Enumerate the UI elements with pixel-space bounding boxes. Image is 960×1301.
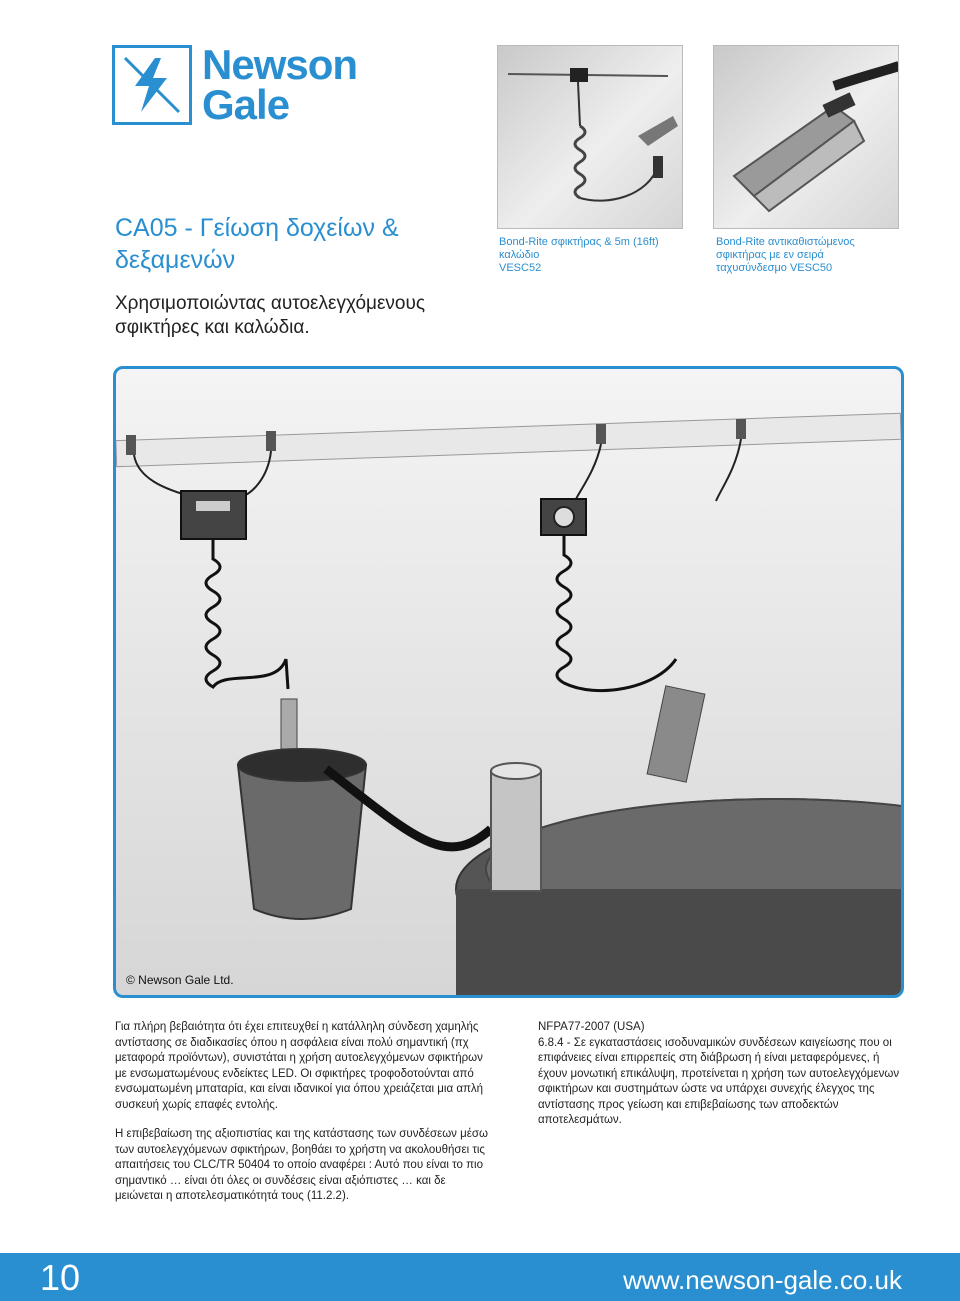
photo-caption-1: Bond-Rite σφικτήρας & 5m (16ft) καλώδιο VESC52	[499, 236, 659, 274]
page-subtitle: Χρησιμοποιώντας αυτοελεγχόμενους σφικτήρες και καλώδια.	[115, 293, 426, 338]
paragraph-3: 6.8.4 - Σε εγκαταστάσεις ισοδυναμικών συνδέσεων καιγείωσης που οι επιφάνειες είναι επιρρεπείς στη διάβρωση ή είναι μεταφερόμενες, ή έχουν μονωτική επικάλυψη, προτείνεται η χρήση των αυτοελεγχόμενων σφικτήρων και συστημάτων ώστε να υπάρχει συνεχής έλεγχος της αντίστασης προς γείωση και επιβεβαίωσης των αποδεκτών αποτελεσμάτων.	[538, 1036, 900, 1126]
body-column-right	[538, 1020, 908, 1129]
copyright-label: © Newson Gale Ltd.	[126, 973, 234, 987]
nfpa-heading: NFPA77-2007 (USA)	[538, 1021, 645, 1033]
paragraph-2: Η επιβεβαίωση της αξιοπιστίας και της κατάστασης των συνδέσεων μέσω των αυτοελεγχόμενων σφικτήρων, βοηθάει το χρήστη να ακολουθήσει τις απαιτήσεις του CLC/TR 50404 το οποίο αναφέρει : Αυτό που είναι το πιο σημαντικό … είναι ότι όλες οι συνδέσεις είναι αξιόπιστες … και δε μειώνεται η αποτελεσματικότητά τους (11.2.2).	[115, 1128, 488, 1202]
lightning-bolt-icon	[112, 45, 192, 125]
clamp-cable-photo	[497, 45, 683, 229]
page-title: CA05 - Γείωση δοχείων & δεξαμενών	[115, 214, 399, 274]
logo-line-2: Gale	[202, 81, 290, 128]
page-number: 10	[40, 1257, 81, 1298]
body-column-left	[115, 1020, 495, 1205]
newson-gale-logo	[112, 41, 358, 128]
website-link[interactable]: www.newson-gale.co.uk	[623, 1265, 902, 1295]
logo-line-1: Newson	[202, 41, 358, 88]
clamp-photo	[713, 45, 899, 229]
paragraph-1: Για πλήρη βεβαιότητα ότι έχει επιτευχθεί η κατάλληλη σύνδεση χαμηλής αντίστασης σε διαδικασίες όπου η ασφάλεια είναι πολύ σημαντική (πχ μεταφορά προϊόντων), συνιστάται η χρήση αυτοελεγχόμενων σφικτήρων με ενσωματωμένους ενδείκτες LED. Οι σφικτήρες τροφοδοτούνται από ενσωματωμένη μπαταρία, και είναι ιδανικοί για όπου χρειάζεται μια απλή συσκευή χωρίς επαφές εντολής.	[115, 1021, 484, 1111]
photo-caption-2: Bond-Rite αντικαθιστώμενος σφικτήρας με εν σειρά ταχυσύνδεσμο VESC50	[716, 236, 855, 274]
installation-diagram	[113, 366, 904, 998]
